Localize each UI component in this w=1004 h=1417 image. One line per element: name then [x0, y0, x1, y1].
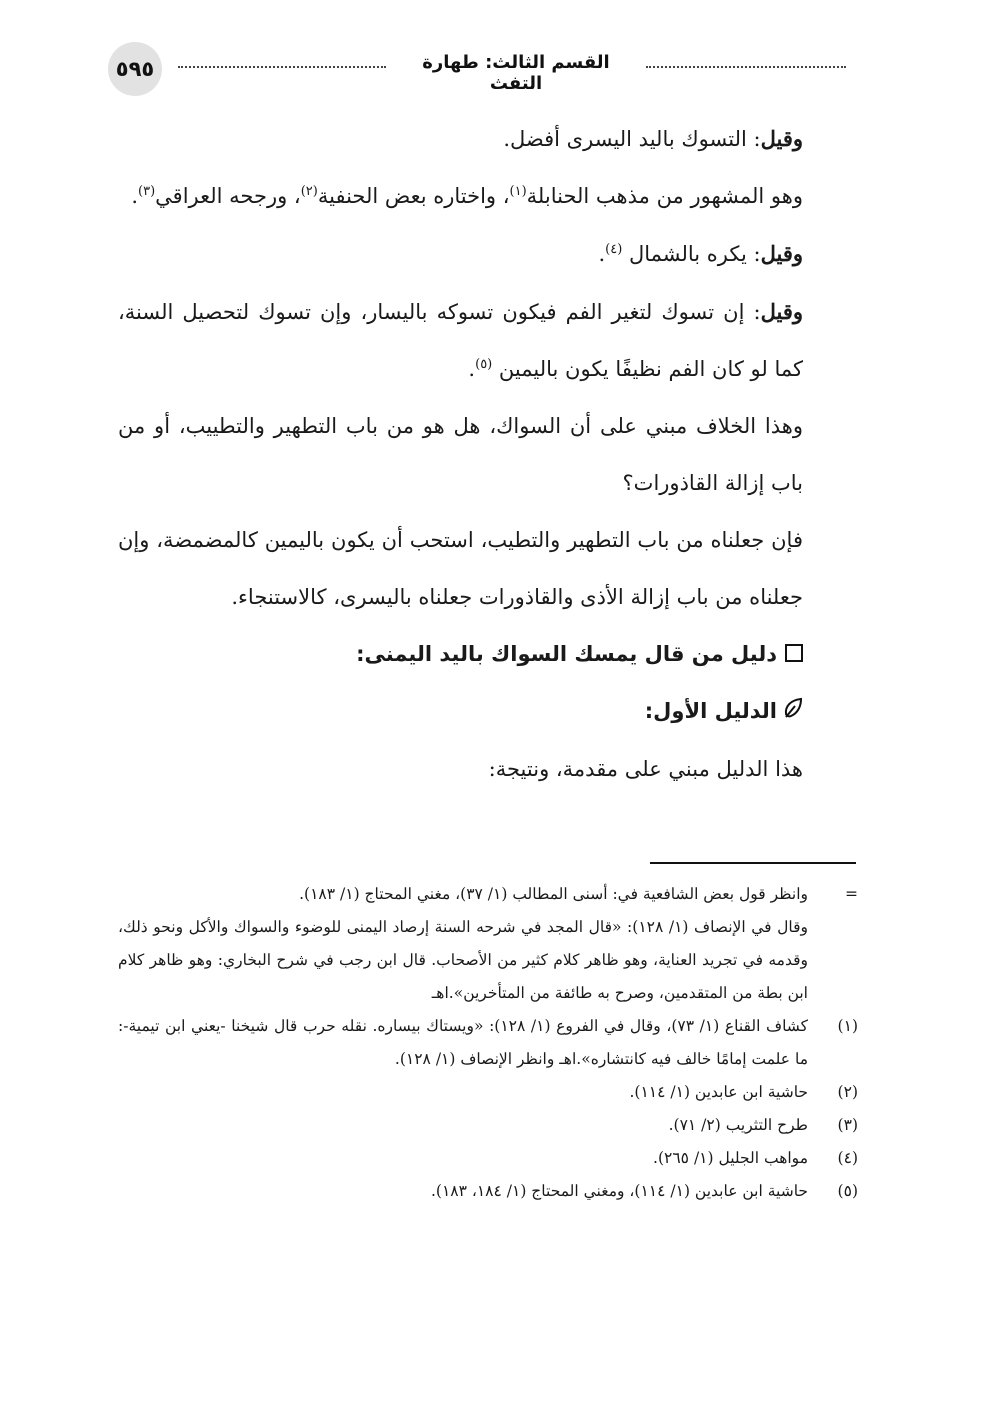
paragraph-text: وهو المشهور من مذهب الحنابلة	[526, 184, 803, 208]
paragraph-5: وهذا الخلاف مبني على أن السواك، هل هو من باب التطهير والتطييب، أو من باب إزالة القاذورات؟	[118, 414, 803, 495]
continuation-mark: =	[845, 885, 858, 903]
header-dotted-rule-left	[178, 66, 386, 68]
paragraph-text: ، ورجحه العراقي	[155, 184, 301, 208]
footnote-ref[interactable]: (٥)	[475, 357, 493, 372]
footnote-continuation: وقال في الإنصاف (١/ ١٢٨): «قال المجد في شرحه السنة إرصاد اليمنى للوضوء والسواك والأكل ونحو ذلك، وقدمه في تجريد العناية، وهو ظاهر كلام كثير من الأصحاب. قال ابن رجب في شرح البخاري: وهو ظاهر كلام ابن بطة من المتقدمين، وصرح به طائفة من المتأخرين».اهـ	[118, 918, 808, 1002]
footnote-number: (٣)	[837, 1116, 858, 1134]
paragraph-2	[118, 168, 858, 225]
footnote-ref[interactable]: (٣)	[138, 184, 156, 199]
footnote-continuation	[118, 878, 858, 911]
header-dotted-rule-right	[646, 66, 846, 68]
footnote-text: مواهب الجليل (١/ ٢٦٥).	[653, 1149, 808, 1167]
footnote-text: حاشية ابن عابدين (١/ ١١٤)، ومغني المحتاج (١/ ١٨٤، ١٨٣).	[430, 1182, 808, 1200]
footnote-text: طرح التثريب (٢/ ٧١).	[668, 1116, 808, 1134]
lead-word: وقيل	[760, 126, 803, 151]
running-header	[108, 40, 848, 100]
section-heading	[118, 626, 858, 683]
heading-text: الدليل الأول:	[644, 699, 777, 723]
paragraph-1	[118, 110, 858, 168]
footnote-number: (٢)	[837, 1083, 858, 1101]
page-number: ٥٩٥	[108, 42, 162, 96]
footnote-text: كشاف القناع (١/ ٧٣)، وقال في الفروع (١/ ١٢٨): «ويستاك بيساره. نقله حرب قال شيخنا -يعني ابن تيمية-: ما علمت إمامًا خالف فيه كانتشاره».اهـ وانظر الإنصاف (١/ ١٢٨).	[118, 1017, 809, 1068]
footnotes	[118, 878, 858, 1208]
footnote-number: (٥)	[837, 1182, 858, 1200]
footnote-number: (٤)	[837, 1149, 858, 1167]
leaf-ornament-icon	[783, 684, 803, 741]
footnote-item	[118, 1142, 858, 1175]
square-bullet-icon	[785, 644, 803, 662]
footnote-item	[118, 1076, 858, 1109]
main-text	[118, 110, 858, 798]
paragraph-4	[118, 283, 858, 398]
paragraph-text: .	[468, 357, 476, 381]
paragraph-3	[118, 225, 858, 283]
footnote-ref[interactable]: (١)	[509, 184, 527, 199]
footnote-text: وانظر قول بعض الشافعية في: أسنى المطالب (١/ ٣٧)، مغني المحتاج (١/ ١٨٣).	[299, 885, 808, 903]
footnote-text: حاشية ابن عابدين (١/ ١١٤).	[629, 1083, 808, 1101]
paragraph-text: : التسوك باليد اليسرى أفضل.	[503, 127, 761, 151]
footnote-separator	[650, 862, 856, 864]
paragraph-7: هذا الدليل مبني على مقدمة، ونتيجة:	[488, 756, 803, 781]
lead-word: وقيل	[760, 299, 803, 324]
footnote-ref[interactable]: (٤)	[605, 242, 623, 257]
footnote-number: (١)	[837, 1017, 858, 1035]
footnote-item	[118, 1010, 858, 1076]
footnote-item	[118, 1175, 858, 1208]
heading-text: دليل من قال يمسك السواك باليد اليمنى:	[356, 642, 777, 666]
paragraph-text: ، واختاره بعض الحنفية	[317, 184, 510, 208]
footnote-item	[118, 1109, 858, 1142]
subsection-heading	[118, 683, 858, 741]
paragraph-text: : إن تسوك لتغير الفم فيكون تسوكه باليسار، وإن تسوك لتحصيل السنة، كما لو كان الفم نظيفًا يكون باليمين	[118, 300, 803, 381]
paragraph-text: .	[131, 184, 139, 208]
section-title: القسم الثالث: طهارة التفث	[422, 52, 610, 94]
paragraph-6: فإن جعلناه من باب التطهير والتطيب، استحب أن يكون باليمين كالمضمضة، وإن جعلناه من باب إزالة الأذى والقاذورات جعلناه باليسرى، كالاستنجاء.	[118, 528, 803, 609]
lead-word: وقيل	[760, 241, 803, 266]
paragraph-text: : يكره بالشمال	[622, 242, 761, 266]
footnote-ref[interactable]: (٢)	[300, 184, 318, 199]
paragraph-text: .	[598, 242, 606, 266]
